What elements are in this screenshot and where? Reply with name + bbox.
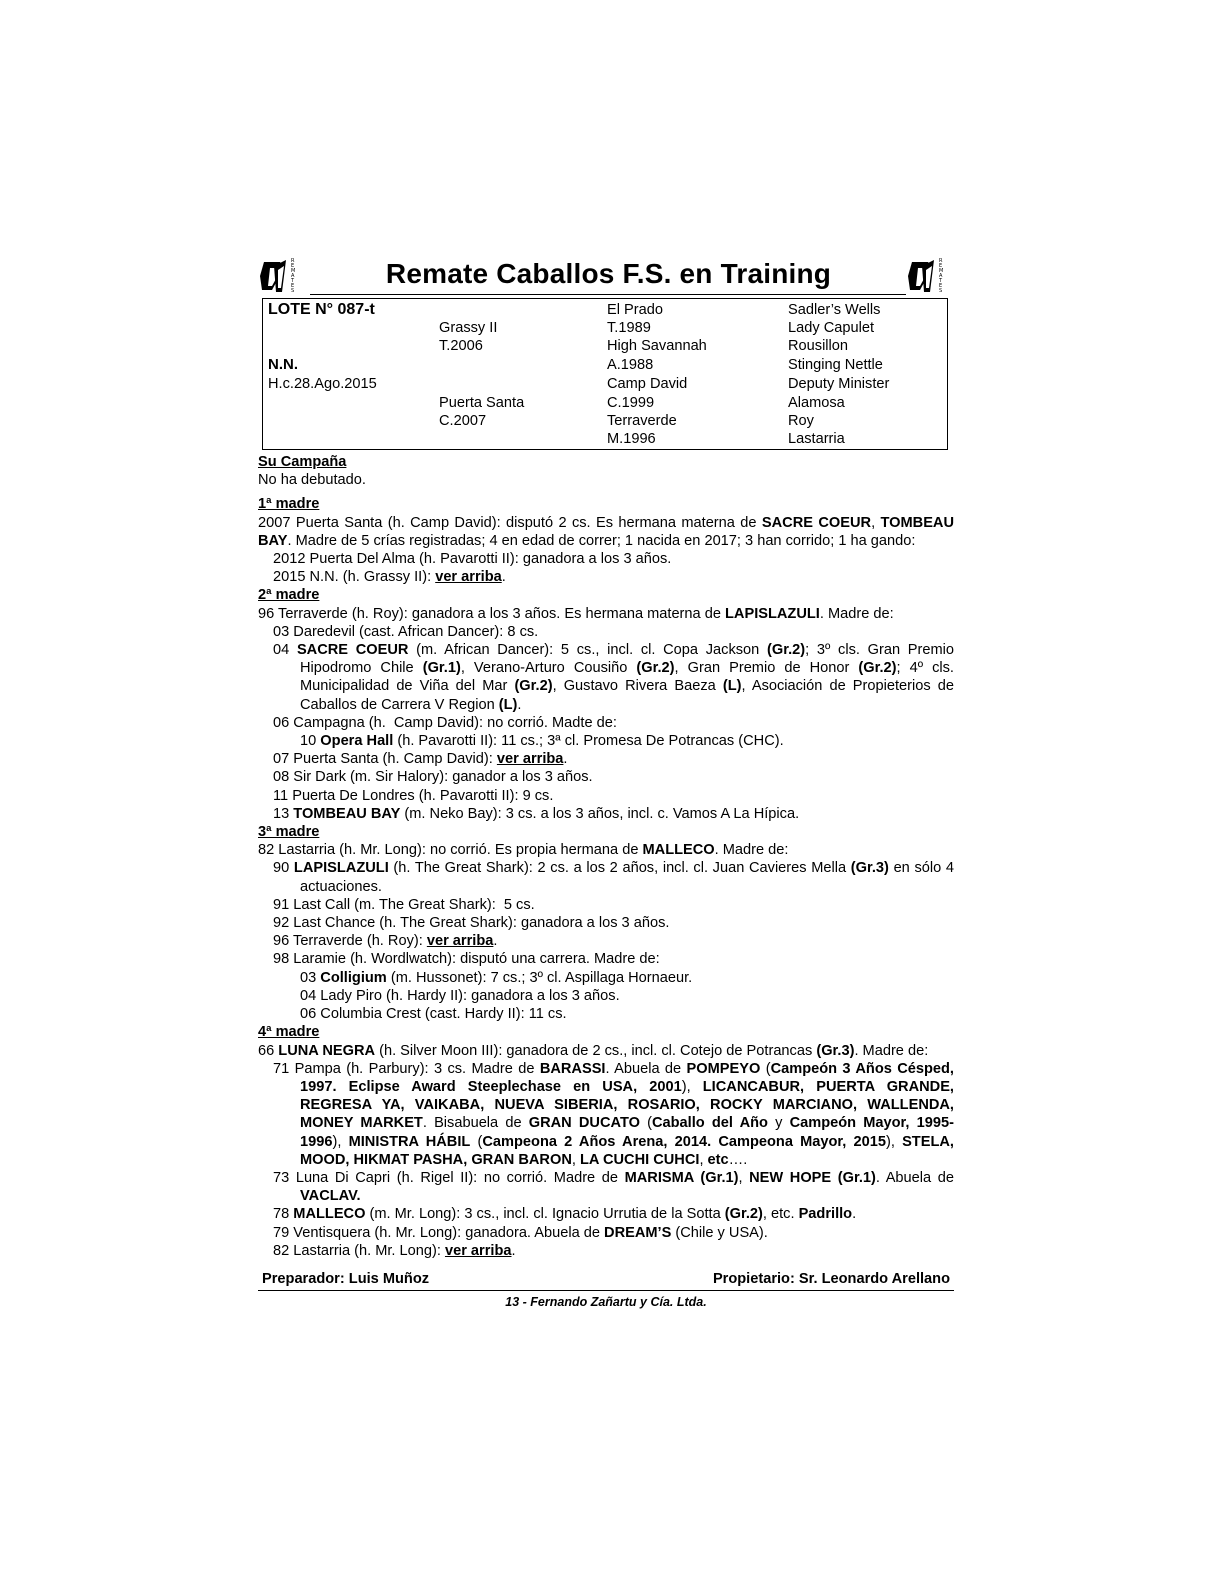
list-item: 2015 N.N. (h. Grassy II): ver arriba. xyxy=(273,569,506,586)
see-above-link[interactable]: ver arriba xyxy=(426,933,494,950)
list-item: 08 Sir Dark (m. Sir Halory): ganador a los 3 años. xyxy=(273,769,593,786)
list-item: 04 Lady Piro (h. Hardy II): ganadora a los 3 años. xyxy=(300,987,620,1004)
list-item: 82 Lastarria (h. Mr. Long): ver arriba. xyxy=(273,1242,516,1259)
remates-logo-left xyxy=(258,256,306,296)
list-item: 07 Puerta Santa (h. Camp David): ver arriba. xyxy=(273,751,568,768)
gen4-name: Deputy Minister xyxy=(788,376,890,392)
third-dam-text: 82 Lastarria (h. Mr. Long): no corrió. Es propia hermana de MALLECO. Madre de: xyxy=(258,842,789,859)
header-rule xyxy=(310,294,906,295)
svg-text:M: M xyxy=(939,268,944,274)
list-item: 98 Laramie (h. Wordlwatch): disputó una carrera. Madre de: xyxy=(273,951,660,968)
gen3-info: C.1999 xyxy=(607,395,655,411)
horse-name: N.N. xyxy=(268,356,298,373)
gen3-info: A.1988 xyxy=(607,357,654,373)
list-item: 2012 Puerta Del Alma (h. Pavarotti II): ganadora a los 3 años. xyxy=(273,551,672,568)
list-item: 03 Daredevil (cast. African Dancer): 8 cs. xyxy=(273,623,539,640)
list-item: 03 Colligium (m. Hussonet): 7 cs.; 3º cl. Aspillaga Hornaeur. xyxy=(300,969,693,986)
list-item: 13 TOMBEAU BAY (m. Neko Bay): 3 cs. a los 3 años, incl. c. Vamos A La Hípica. xyxy=(273,805,800,822)
svg-text:S: S xyxy=(291,288,295,294)
lot-number: LOTE N° 087-t xyxy=(268,301,375,318)
gen4-name: Alamosa xyxy=(788,395,845,411)
svg-text:R: R xyxy=(939,258,943,264)
catalog-page xyxy=(258,250,954,1311)
gen4-name: Lastarria xyxy=(788,431,845,447)
list-item: 73 Luna Di Capri (h. Rigel II): no corrió. Madre de MARISMA (Gr.1), NEW HOPE (Gr.1). Abuela de VACLAV. xyxy=(273,1169,954,1205)
gen4-name: Rousillon xyxy=(788,338,849,354)
page-title: Remate Caballos F.S. en Training xyxy=(385,258,832,289)
remates-logo-right xyxy=(906,256,954,296)
see-above-link[interactable]: ver arriba xyxy=(496,751,564,768)
list-item: 91 Last Call (m. The Great Shark): 5 cs. xyxy=(273,896,535,913)
campaign-heading: Su Campaña xyxy=(258,454,347,470)
sire-info: T.2006 xyxy=(439,338,483,354)
gen4-name: Roy xyxy=(788,413,814,429)
list-item: 78 MALLECO (m. Mr. Long): 3 cs., incl. cl. Ignacio Urrutia de la Sotta (Gr.2), etc. Padrillo. xyxy=(273,1206,857,1223)
svg-text:T: T xyxy=(291,278,295,284)
header xyxy=(258,250,954,298)
svg-text:E: E xyxy=(291,263,295,269)
pedigree-table xyxy=(262,298,948,450)
gen4-name: Sadler’s Wells xyxy=(788,302,881,318)
list-item: 06 Columbia Crest (cast. Hardy II): 11 cs. xyxy=(300,1006,567,1023)
list-item: 71 Pampa (h. Parbury): 3 cs. Madre de BARASSI. Abuela de POMPEYO (Campeón 3 Años Césped, 1997. Eclipse Award Steeplechase en USA, 2001), LICANCABUR, PUERTA GRANDE, REGRESA YA, VAIKABA, NUEVA SIBERIA, ROSARIO, ROCKY MARCIANO, WALLENDA, MONEY MARKET. Bisabuela de GRAN DUCATO (Caballo del Año y Campeón Mayor, 1995-1996), MINISTRA HÁBIL (Campeona 2 Años Arena, 2014. Campeona Mayor, 2015), STELA, MOOD, HIKMAT PASHA, GRAN BARON, LA CUCHI CUHCI, etc…. xyxy=(273,1060,954,1168)
owner: Propietario: Sr. Leonardo Arellano xyxy=(712,1270,950,1287)
list-item: 11 Puerta De Londres (h. Pavarotti II): 9 cs. xyxy=(273,787,554,804)
list-item: 92 Last Chance (h. The Great Shark): ganadora a los 3 años. xyxy=(273,915,670,932)
sire-name: Grassy II xyxy=(439,320,498,336)
dam-name: Puerta Santa xyxy=(439,395,525,411)
page-footer: 13 - Fernando Zañartu y Cía. Ltda. xyxy=(505,1294,707,1309)
see-above-link[interactable]: ver arriba xyxy=(435,569,502,586)
gen3-name: El Prado xyxy=(607,302,663,318)
gen4-name: Stinging Nettle xyxy=(788,357,883,373)
svg-text:R: R xyxy=(291,258,295,264)
svg-text:E: E xyxy=(291,283,295,289)
campaign-section xyxy=(258,453,954,489)
svg-text:A: A xyxy=(291,273,295,279)
gen4-name: Lady Capulet xyxy=(788,320,875,336)
svg-text:E: E xyxy=(939,283,943,289)
list-item: 90 LAPISLAZULI (h. The Great Shark): 2 cs. a los 2 años, incl. cl. Juan Cavieres Mella (Gr.3) en sólo 4 actuaciones. xyxy=(273,860,955,895)
fourth-dam-heading: 4ª madre xyxy=(258,1024,320,1041)
first-dam-text: 2007 Puerta Santa (h. Camp David): disputó 2 cs. Es hermana materna de SACRE COEUR, TOMBEAU BAY. Madre de 5 crías registradas; 4 en edad de correr; 1 nacida en 2017; 3 han corrido; 1 ha gando: xyxy=(258,514,955,549)
svg-text:E: E xyxy=(939,263,943,269)
svg-text:T: T xyxy=(939,278,943,284)
second-dam-heading: 2ª madre xyxy=(258,587,320,604)
list-item: 06 Campagna (h. Camp David): no corrió. Madte de: xyxy=(273,714,617,731)
second-dam-text: 96 Terraverde (h. Roy): ganadora a los 3 años. Es hermana materna de LAPISLAZULI. Madre de: xyxy=(258,605,894,622)
dam-info: C.2007 xyxy=(439,413,487,429)
list-item: 10 Opera Hall (h. Pavarotti II): 11 cs.; 3ª cl. Promesa De Potrancas (CHC). xyxy=(300,733,784,750)
footer xyxy=(258,1270,954,1292)
svg-text:S: S xyxy=(939,288,943,294)
gen3-name: High Savannah xyxy=(607,338,707,354)
gen3-name: Terraverde xyxy=(607,413,677,429)
svg-text:A: A xyxy=(939,273,943,279)
third-dam-heading: 3ª madre xyxy=(258,824,320,841)
campaign-text: No ha debutado. xyxy=(258,472,366,489)
first-dam-heading: 1ª madre xyxy=(258,496,320,513)
gen3-info: M.1996 xyxy=(607,431,656,447)
list-item: 04 SACRE COEUR (m. African Dancer): 5 cs., incl. cl. Copa Jackson (Gr.2); 3º cls. Gran Premio Hipodromo Chile (Gr.1), Verano-Arturo Cousiño (Gr.2), Gran Premio de Honor (Gr.2); 4º cls. Municipalidad de Viña del Mar (Gr.2), Gustavo Rivera Baeza (L), Asociación de Propieterios de Caballos de Carrera V Region (L). xyxy=(273,642,955,713)
fourth-dam-text: 66 LUNA NEGRA (h. Silver Moon III): ganadora de 2 cs., incl. cl. Cotejo de Potrancas (Gr.3). Madre de: xyxy=(258,1042,929,1059)
trainer: Preparador: Luis Muñoz xyxy=(262,1270,430,1287)
see-above-link[interactable]: ver arriba xyxy=(444,1242,512,1259)
horse-birth: H.c.28.Ago.2015 xyxy=(268,376,377,392)
list-item: 96 Terraverde (h. Roy): ver arriba. xyxy=(273,933,498,950)
gen3-name: Camp David xyxy=(607,376,688,392)
svg-text:M: M xyxy=(291,268,296,274)
list-item: 79 Ventisquera (h. Mr. Long): ganadora. Abuela de DREAM’S (Chile y USA). xyxy=(273,1224,768,1241)
gen3-info: T.1989 xyxy=(607,320,651,336)
